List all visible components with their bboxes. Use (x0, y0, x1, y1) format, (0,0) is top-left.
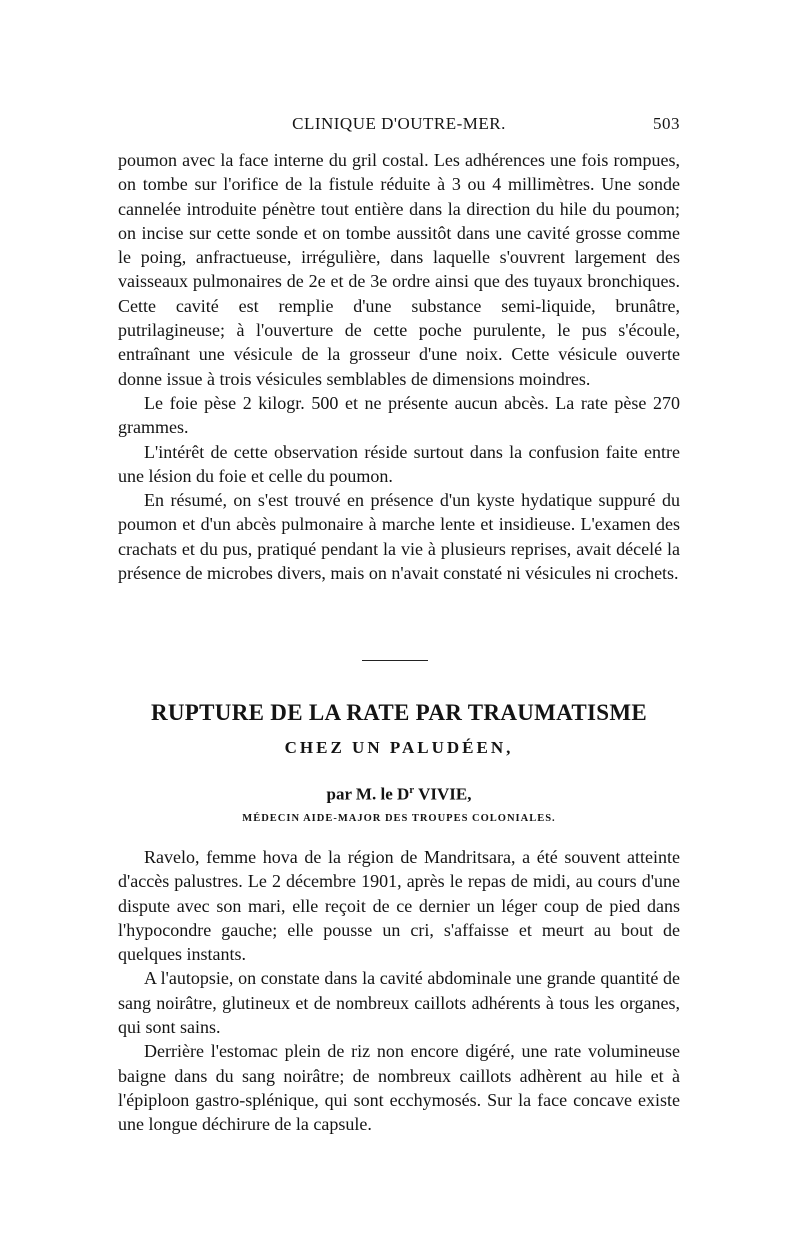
author-name: VIVIE, (414, 784, 472, 804)
article-title: RUPTURE DE LA RATE PAR TRAUMATISME (150, 700, 647, 725)
paragraph-liver-spleen-weights: Le foie pèse 2 kilogr. 500 et ne présente aucun abcès. La rate pèse 270 grammes. (118, 392, 680, 438)
article-body (118, 845, 680, 1137)
section-divider (362, 660, 428, 661)
running-header (118, 114, 680, 140)
byline (118, 784, 680, 805)
page-number: 503 (653, 114, 680, 133)
paragraph-continued: poumon avec la face interne du gril costal. Les adhérences une fois rompues, on tombe sur l'orifice de la fistule réduite à 3 ou 4 millimètres. Une sonde cannelée introduite pénètre tout entière dans la direction du hile du poumon; on incise sur cette sonde et on tombe aussitôt dans une cavité grosse comme le poing, anfractueuse, irrégulière, dans laquelle s'ouvrent largement des vaisseaux pulmonaires de 2e et de 3e ordre ainsi que des tuyaux bronchiques. Cette cavité est remplie d'une substance semi-liquide, brunâtre, putrilagineuse; à l'ouverture de cette poche purulente, le pus s'écoule, entraînant une vésicule de la grosseur d'une noix. Cette vésicule ouverte donne issue à trois vésicules semblables de dimensions moindres. (118, 150, 680, 389)
continued-article-text (118, 148, 680, 585)
paragraph-summary: En résumé, on s'est trouvé en présence d'un kyste hydatique suppuré du poumon et d'un abcès pulmonaire à marche lente et insidieuse. L'examen des crachats et du pus, pratiqué pendant la vie à plusieurs reprises, avait décelé la présence de microbes divers, mais on n'avait constaté ni vésicules ni crochets. (118, 490, 680, 584)
article-subtitle: CHEZ UN PALUDÉEN, (284, 738, 514, 757)
paragraph-interest: L'intérêt de cette observation réside surtout dans la confusion faite entre une lésion du foie et celle du poumon. (118, 441, 680, 486)
paragraph-spleen-findings: Derrière l'estomac plein de riz non encore digéré, une rate volumineuse baigne dans du sang noirâtre; de nombreux caillots adhèrent au hile et à l'épiploon gastro-splénique, qui sont ecchymosés. Sur la face concave existe une longue déchirure de la capsule. (118, 1041, 680, 1135)
author-affiliation: MÉDECIN AIDE-MAJOR DES TROUPES COLONIALES. (242, 813, 556, 824)
byline-prefix: par M. le D (326, 784, 410, 804)
paragraph-case-history: Ravelo, femme hova de la région de Mandritsara, a été souvent atteinte d'accès palustres. Le 2 décembre 1901, après le repas de midi, au cours d'une dispute avec son mari, elle reçoit de ce dernier un léger coup de pied dans l'hypocondre gauche; elle pousse un cri, s'affaisse et meurt au bout de quelques instants. (118, 847, 680, 965)
paragraph-autopsy: A l'autopsie, on constate dans la cavité abdominale une grande quantité de sang noirâtre, glutineux et de nombreux caillots adhérents à tous les organes, qui sont sains. (118, 968, 680, 1038)
running-title: CLINIQUE D'OUTRE-MER. (292, 114, 506, 133)
byline-superscript: r (409, 784, 415, 796)
